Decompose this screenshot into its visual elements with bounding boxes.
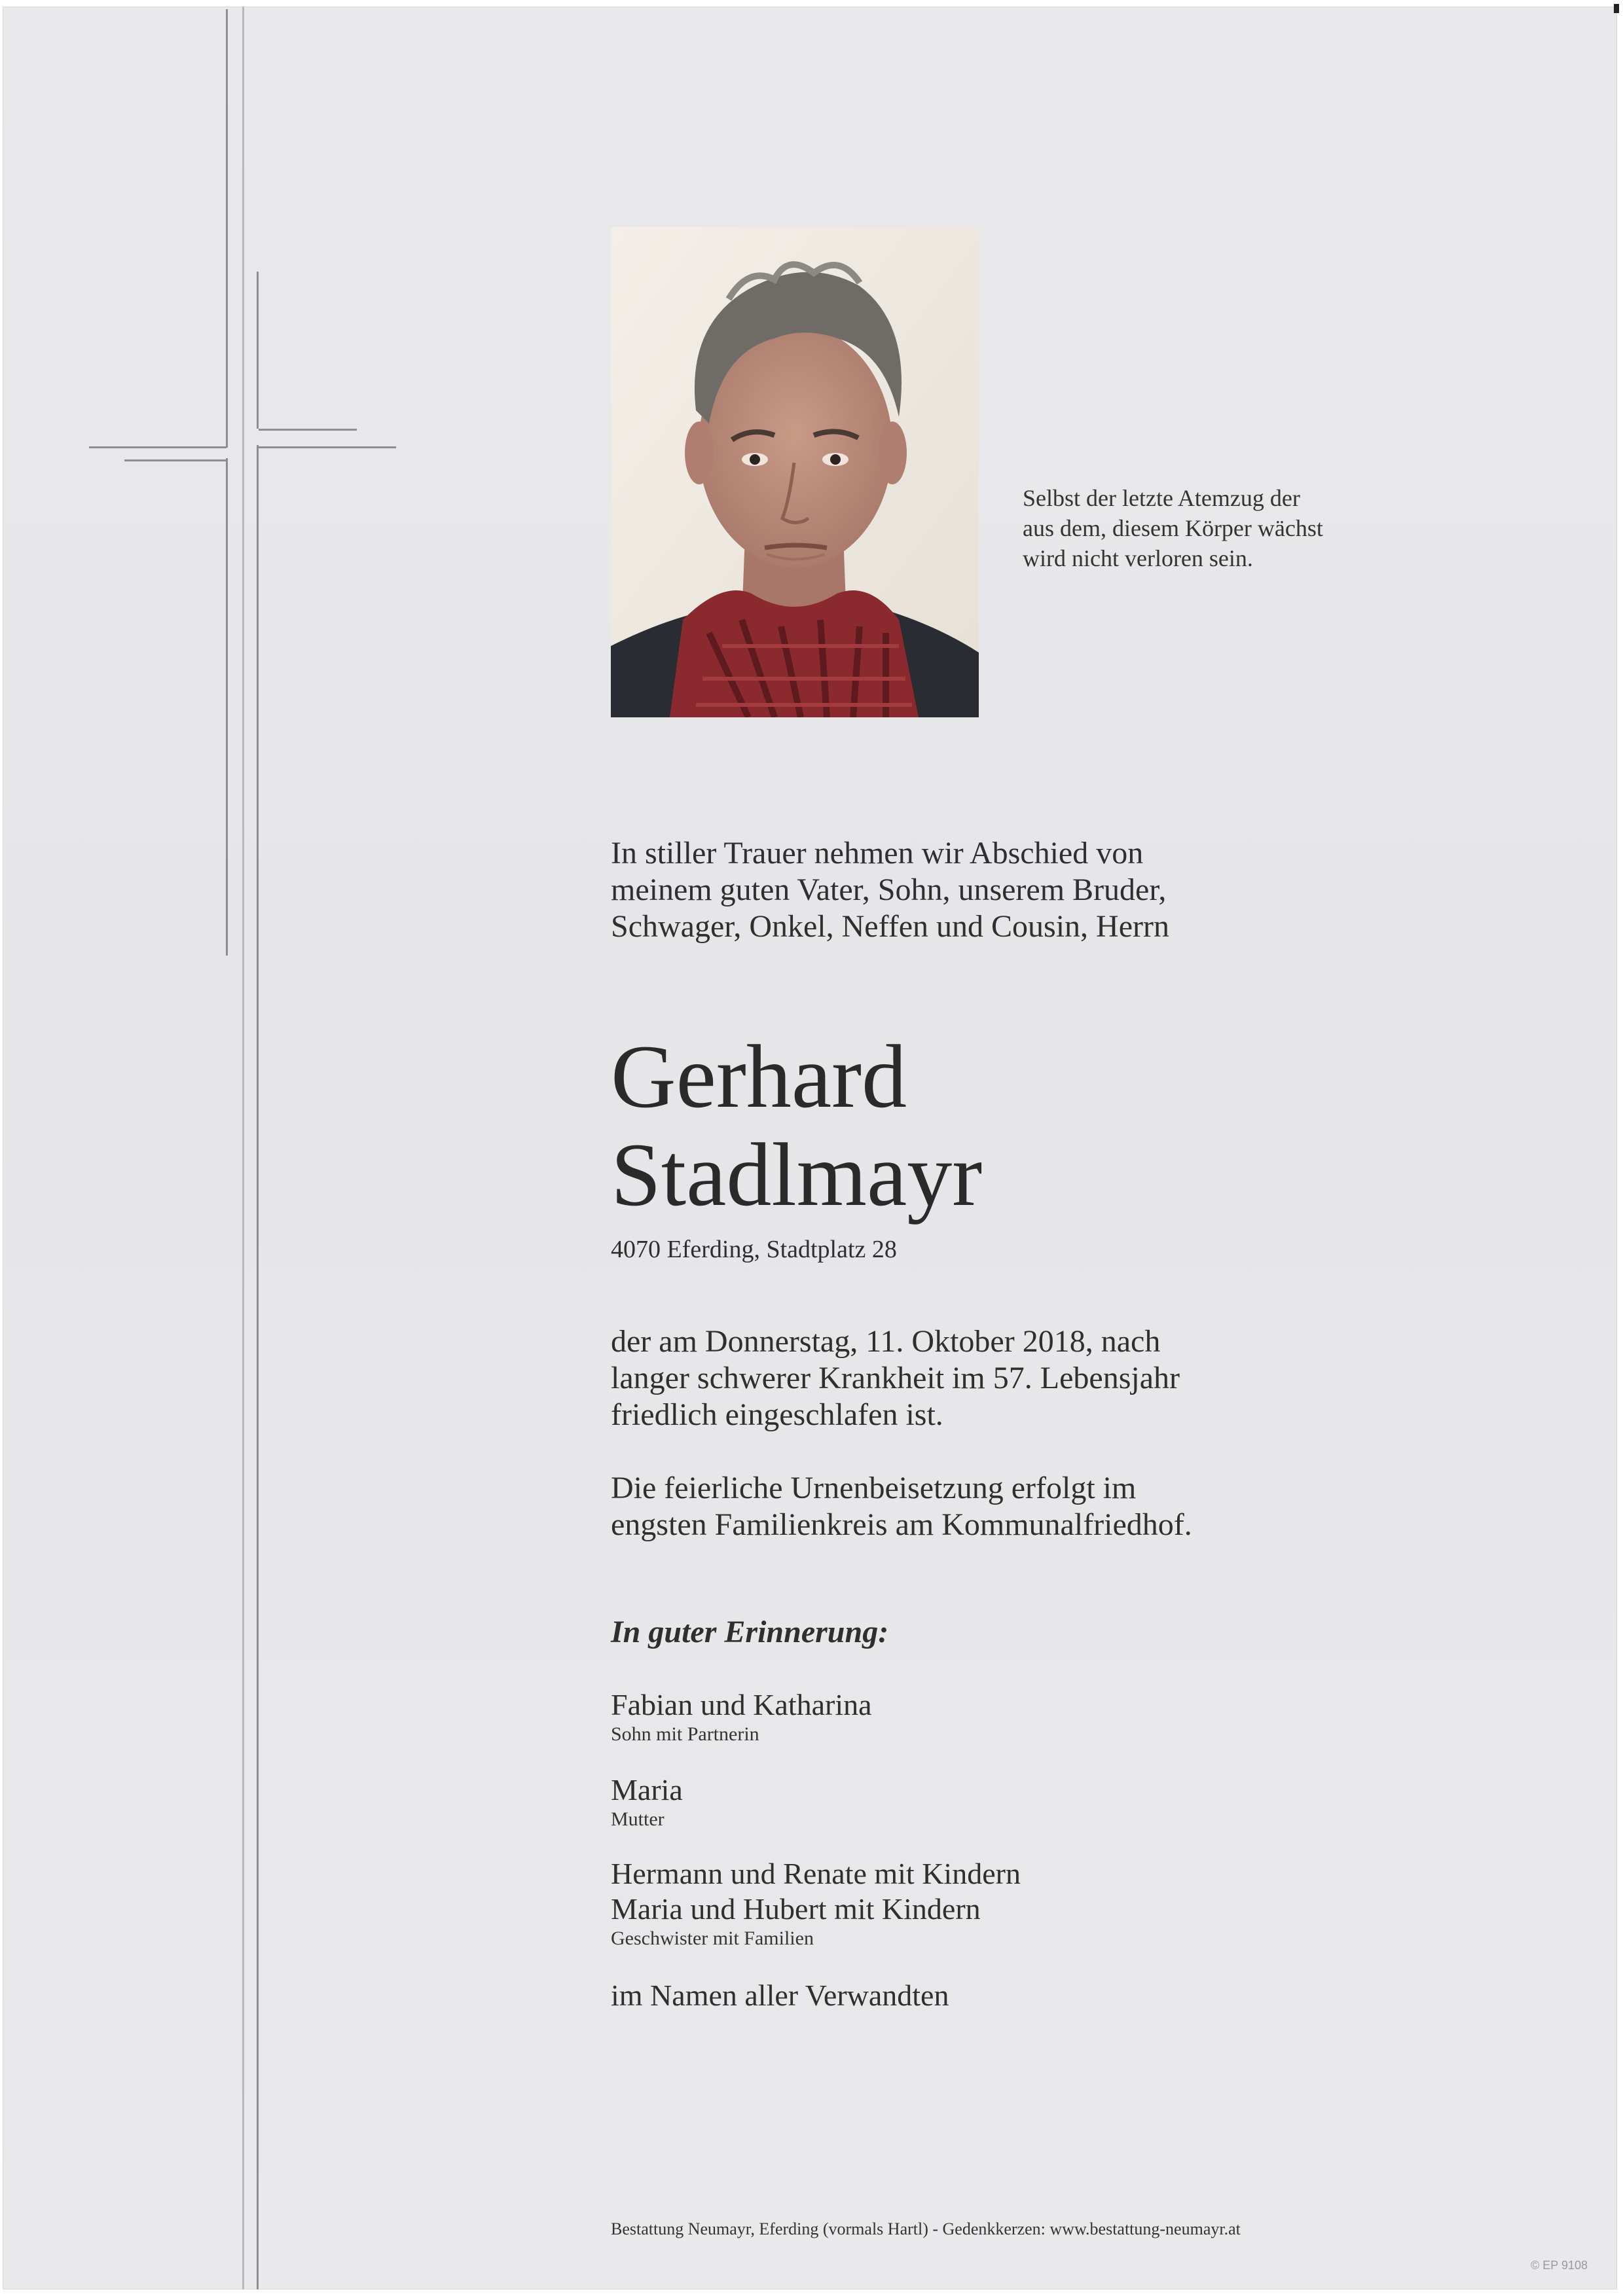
cross-vertical-left [226, 9, 228, 448]
memorial-quote [1023, 483, 1389, 573]
print-code: © EP 9108 [1531, 2259, 1588, 2272]
cross-horizontal-right-lower [259, 446, 396, 448]
intro-line: meinem guten Vater, Sohn, unserem Bruder, [611, 872, 1167, 907]
cross-vertical-right-lower [257, 445, 259, 2289]
cross-vertical-left-lower [226, 458, 228, 956]
mourner-relation: Sohn mit Partnerin [611, 1723, 759, 1745]
death-notice-line: friedlich eingeschlafen ist. [611, 1397, 943, 1432]
death-notice-line: langer schwerer Krankheit im 57. Lebensjahr [611, 1361, 1180, 1395]
death-notice-paragraph [611, 1323, 1364, 1433]
deceased-name [611, 1028, 982, 1224]
mourner-group [611, 1687, 872, 1746]
last-name: Stadlmayr [611, 1124, 983, 1225]
intro-paragraph [611, 835, 1364, 945]
mourner-relation: Geschwister mit Familien [611, 1928, 814, 1949]
deceased-address: 4070 Eferding, Stadtplatz 28 [611, 1236, 897, 1263]
quote-line: wird nicht verloren sein. [1023, 545, 1253, 571]
cross-vertical-right [257, 272, 259, 429]
quote-line: Selbst der letzte Atemzug der [1023, 485, 1300, 511]
mourner-name: Maria und Hubert mit Kindern [611, 1892, 981, 1926]
cross-horizontal-left-lower [124, 459, 227, 461]
intro-line: Schwager, Onkel, Neffen und Cousin, Herrn [611, 909, 1169, 944]
mourner-name: Fabian und Katharina [611, 1688, 872, 1721]
first-name: Gerhard [611, 1026, 907, 1126]
cross-horizontal-left [89, 446, 227, 448]
funeral-home-footer: Bestattung Neumayr, Eferding (vormals Hartl) - Gedenkkerzen: www.bestattung-neumayr.at [611, 2219, 1241, 2238]
mourner-group [611, 1772, 683, 1831]
burial-line: engsten Familienkreis am Kommunalfriedhof. [611, 1507, 1192, 1542]
burial-line: Die feierliche Urnenbeisetzung erfolgt im [611, 1471, 1137, 1505]
portrait-photo [611, 227, 979, 717]
mourner-name: Hermann und Renate mit Kindern [611, 1857, 1021, 1890]
burial-paragraph [611, 1470, 1364, 1543]
death-notice-line: der am Donnerstag, 11. Oktober 2018, nach [611, 1324, 1161, 1359]
mourner-relation: Mutter [611, 1808, 665, 1830]
quote-line: aus dem, diesem Körper wächst [1023, 515, 1323, 541]
decorative-line [242, 7, 244, 2289]
mourner-name: Maria [611, 1773, 683, 1806]
intro-line: In stiller Trauer nehmen wir Abschied von [611, 836, 1144, 870]
mourner-group [611, 1856, 1021, 1950]
memory-heading: In guter Erinnerung: [611, 1615, 889, 1649]
closing-line: im Namen aller Verwandten [611, 1979, 949, 2012]
cross-horizontal-right [259, 429, 357, 431]
scan-edge-mark [1614, 4, 1619, 13]
